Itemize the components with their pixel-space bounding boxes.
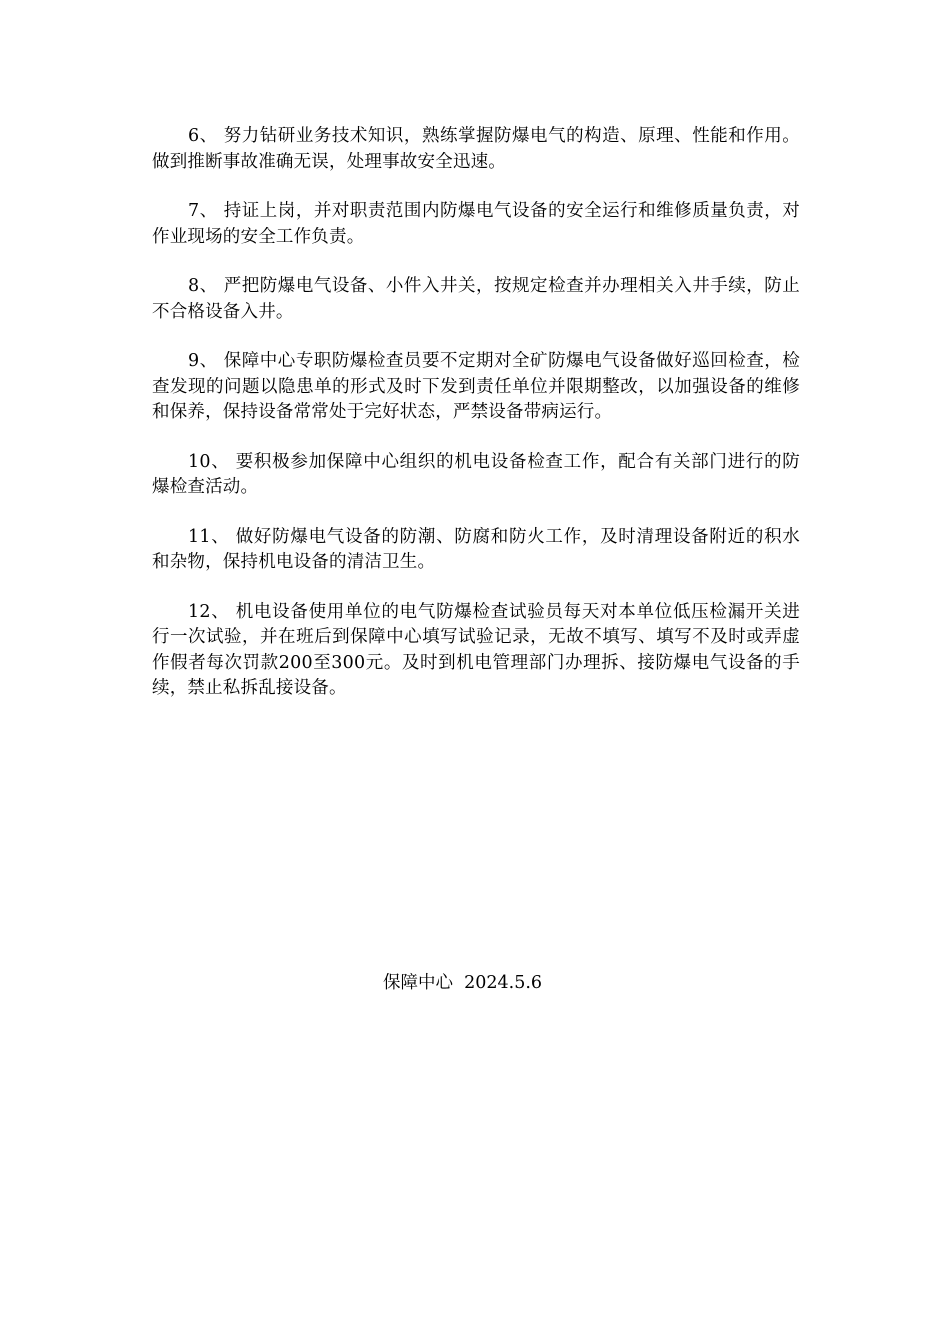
paragraph-item-8: 8、 严把防爆电气设备、小件入井关，按规定检查并办理相关入井手续，防止不合格设备入井。 (152, 276, 800, 322)
paragraph-item-10: 10、 要积极参加保障中心组织的机电设备检查工作，配合有关部门进行的防爆检查活动。 (152, 451, 800, 497)
document-body (152, 124, 800, 726)
signature-line: 保障中心 2024.5.6 (382, 973, 543, 993)
paragraph-item-7: 7、 持证上岗，并对职责范围内防爆电气设备的安全运行和维修质量负责，对作业现场的安全工作负责。 (152, 201, 800, 247)
paragraph-item-9: 9、 保障中心专职防爆检查员要不定期对全矿防爆电气设备做好巡回检查，检查发现的问题以隐患单的形式及时下发到责任单位并限期整改，以加强设备的维修和保养，保持设备常常处于完好状态，严禁设备带病运行。 (152, 351, 800, 422)
paragraph-item-6: 6、 努力钻研业务技术知识，熟练掌握防爆电气的构造、原理、性能和作用。做到推断事故准确无误，处理事故安全迅速。 (152, 126, 800, 172)
paragraph-item-12: 12、 机电设备使用单位的电气防爆检查试验员每天对本单位低压检漏开关进行一次试验，并在班后到保障中心填写试验记录，无故不填写、填写不及时或弄虚作假者每次罚款200至300元。及时到机电管理部门办理拆、接防爆电气设备的手续，禁止私拆乱接设备。 (152, 601, 800, 698)
paragraph-item-11: 11、 做好防爆电气设备的防潮、防腐和防火工作，及时清理设备附近的积水和杂物，保持机电设备的清洁卫生。 (152, 526, 800, 572)
